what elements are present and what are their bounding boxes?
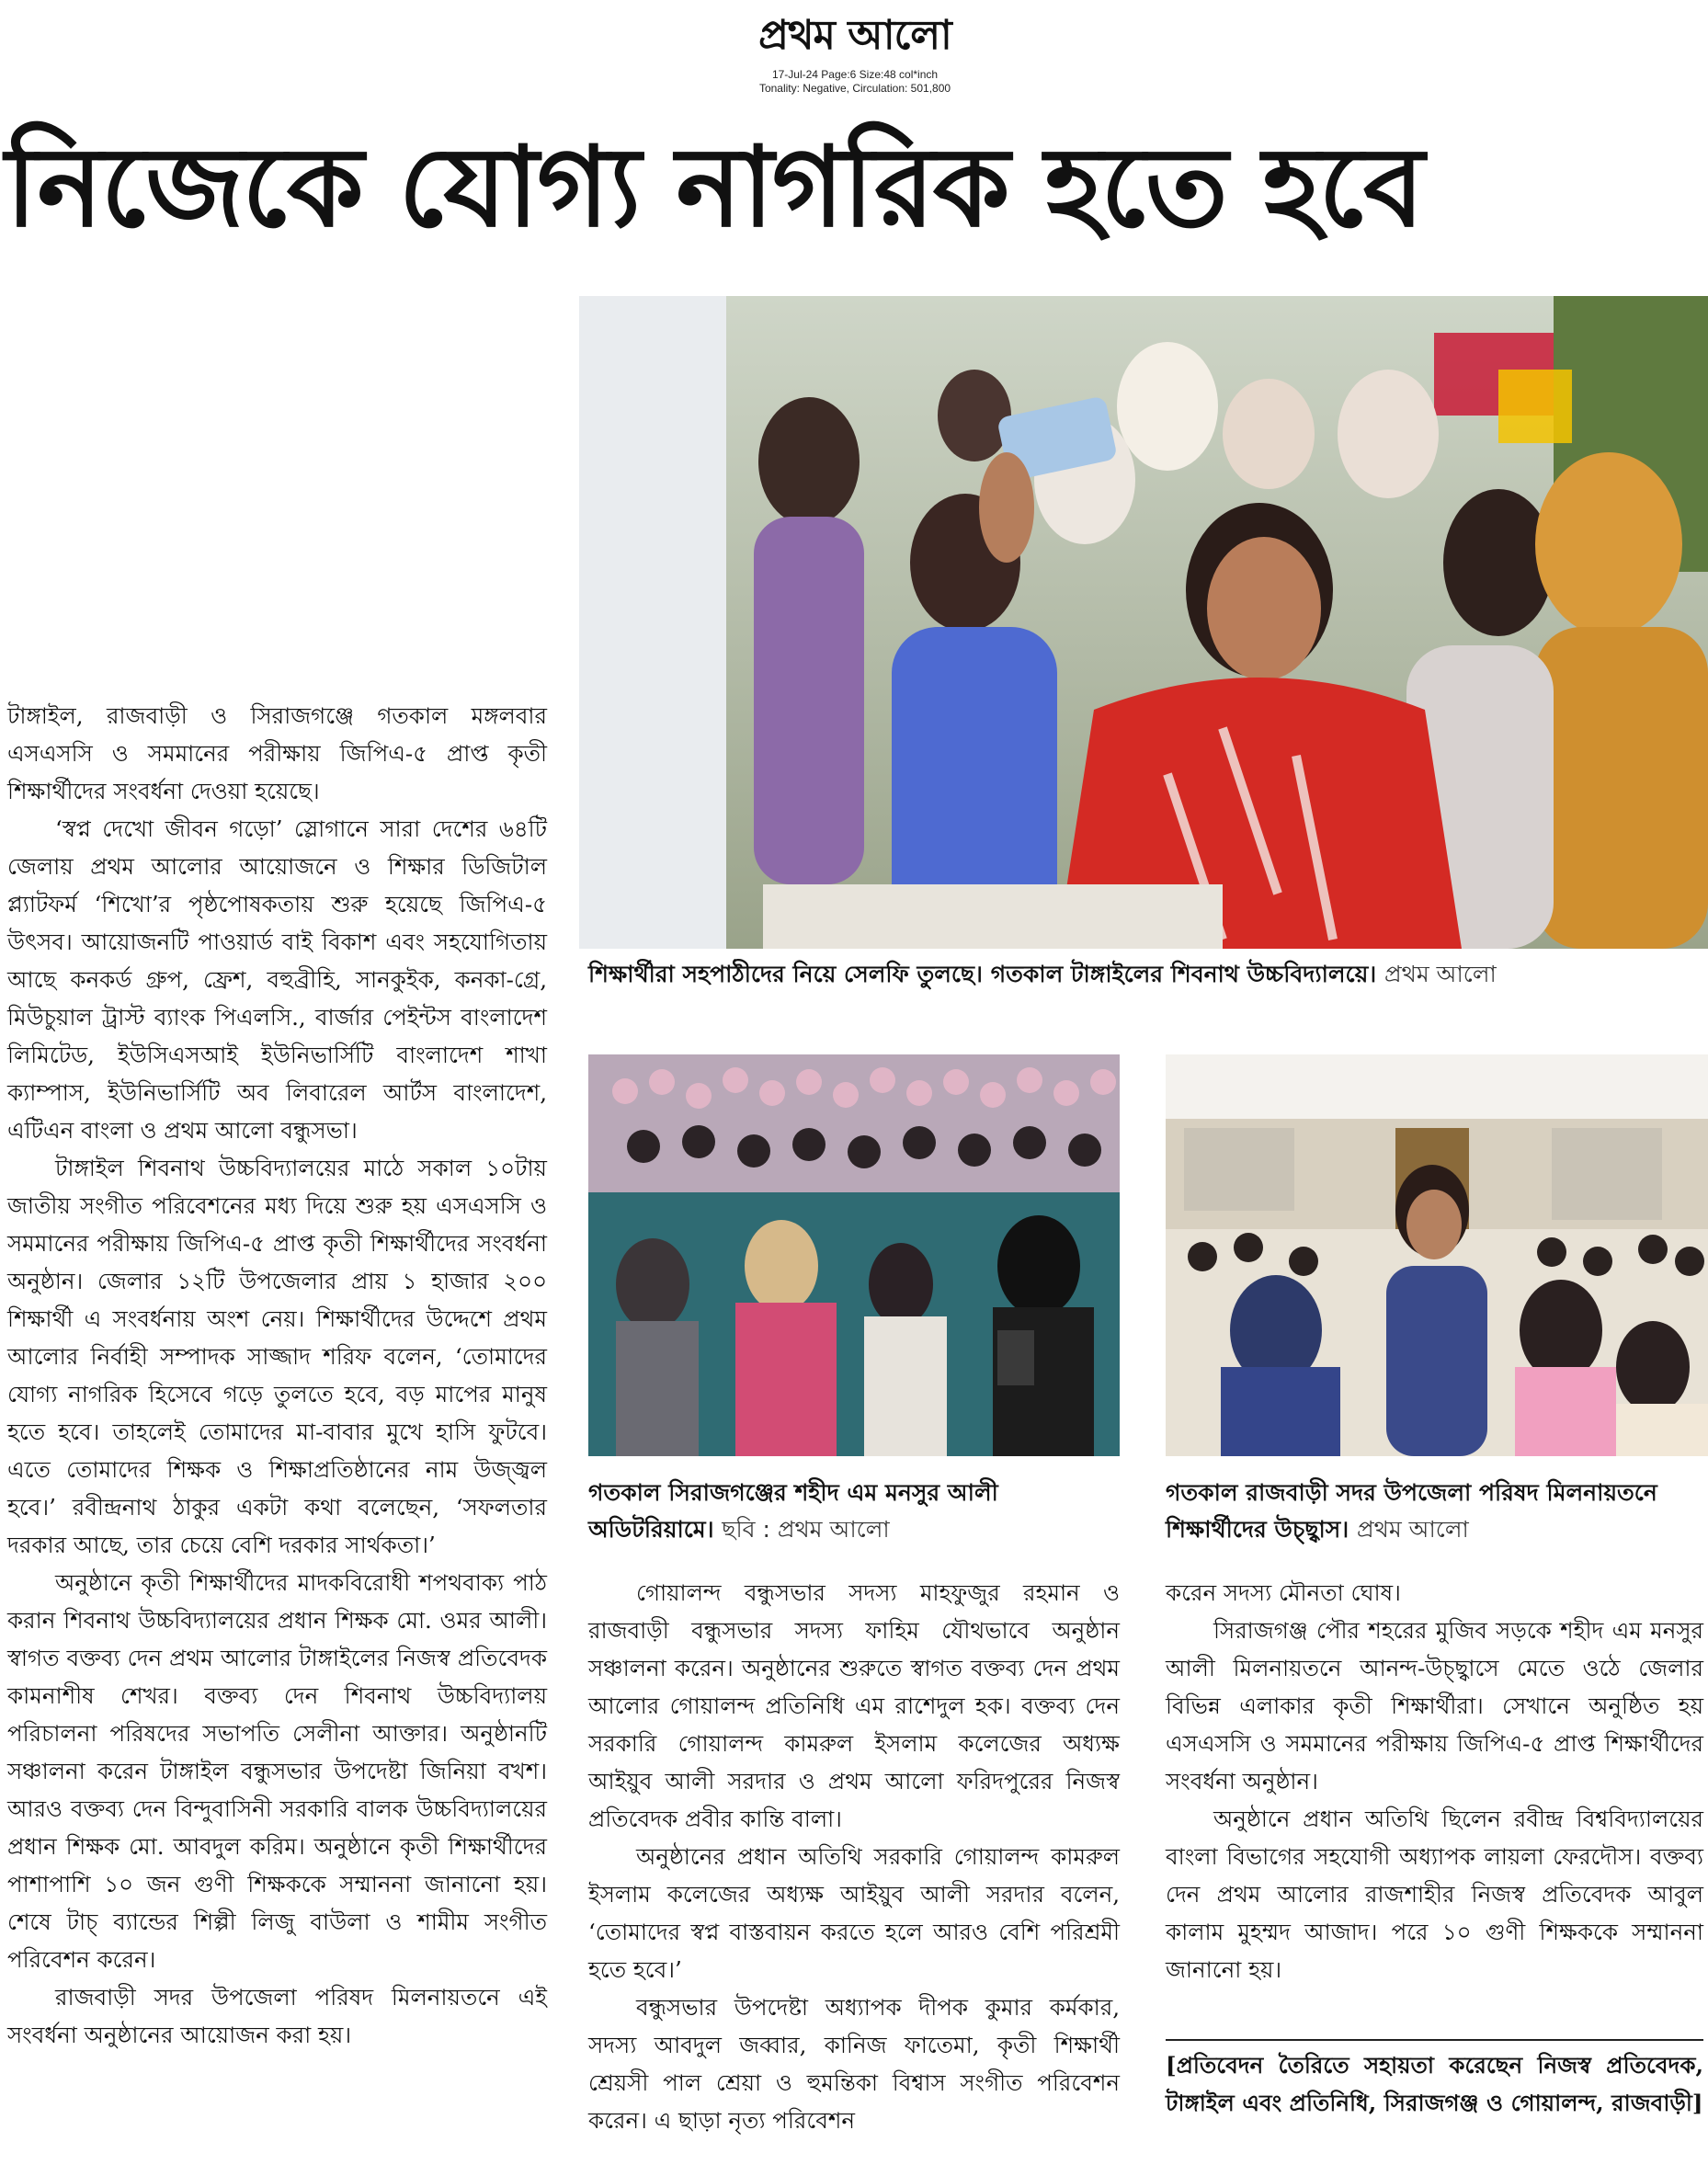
auditorium-crowd-image [588,1054,1120,1456]
col1-paragraph-2: ‘স্বপ্ন দেখো জীবন গড়ো’ স্লোগানে সারা দেশের ৬৪টি জেলায় প্রথম আলোর আয়োজনে ও শিক্ষার ডিজিটাল প্ল্যাটফর্ম ‘শিখো’র পৃষ্ঠপোষকতায় শুরু হয়েছে জিপিএ-৫ উৎসব। আয়োজনটি পাওয়ার্ড বাই বিকাশ এবং সহযোগিতায় আছে কনকর্ড গ্রুপ, ফ্রেশ, বহুব্রীহি, সানকুইক, কনকা-গ্রে, মিউচুয়াল ট্রাস্ট ব্যাংক পিএলসি., বার্জার পেইন্টস বাংলাদেশ লিমিটেড, ইউসিএসআই ইউনিভার্সিটি বাংলাদেশ শাখা ক্যাম্পাস, ইউনিভার্সিটি অব লিবারেল আর্টস বাংলাদেশ, এটিএন বাংলা ও প্রথম আলো বন্ধুসভা। [7,815,547,1144]
col1-paragraph-5: রাজবাড়ী সদর উপজেলা পরিষদ মিলনায়তনে এই সংবর্ধনা অনুষ্ঠানের আয়োজন করা হয়। [7,1984,547,2048]
newspaper-logo [726,11,984,64]
clip-info-line-2: Tonality: Negative, Circulation: 501,800 [758,82,951,95]
main-caption-credit: প্রথম আলো [1383,961,1497,987]
article-column-1 [7,697,547,2054]
reporting-credit-box [1166,2046,1703,2122]
sirajganj-auditorium-photo [588,1054,1120,1456]
sirajganj-caption-credit: ছবি : প্রথম আলো [722,1516,890,1543]
col1-paragraph-4: অনুষ্ঠানে কৃতী শিক্ষার্থীদের মাদকবিরোধী শপথবাক্য পাঠ করান শিবনাথ উচ্চবিদ্যালয়ের প্রধান শিক্ষক মো. ওমর আলী। স্বাগত বক্তব্য দেন প্রথম আলোর টাঙ্গাইলের নিজস্ব প্রতিবেদক কামনাশীষ শেখর। বক্তব্য দেন শিবনাথ উচ্চবিদ্যালয় পরিচালনা পরিষদের সভাপতি সেলীনা আক্তার। অনুষ্ঠানটি সঞ্চালনা করেন টাঙ্গাইল বন্ধুসভার উপদেষ্টা জিনিয়া বখশ। আরও বক্তব্য দেন বিন্দুবাসিনী সরকারি বালক উচ্চবিদ্যালয়ের প্রধান শিক্ষক মো. আবদুল করিম। অনুষ্ঠানে কৃতী শিক্ষার্থীদের পাশাপাশি ১০ জন গুণী শিক্ষককে সম্মাননা জানানো হয়। শেষে টাচ্ ব্যান্ডের শিল্পী লিজু বাউলা ও শামীম সংগীত পরিবেশন করেন। [7,1569,547,1973]
rajbari-photo-caption [1166,1475,1703,1548]
col2-paragraph-2: অনুষ্ঠানের প্রধান অতিথি সরকারি গোয়ালন্দ কামরুল ইসলাম কলেজের অধ্যক্ষ আইয়ুব আলী সরদার বলেন, ‘তোমাদের স্বপ্ন বাস্তবায়ন করতে হলে আরও বেশি পরিশ্রমী হতে হবে।’ [588,1843,1120,1983]
rajbari-caption-credit: প্রথম আলো [1356,1516,1469,1543]
main-photo-selfie [579,296,1708,949]
col3-paragraph-3: অনুষ্ঠানে প্রধান অতিথি ছিলেন রবীন্দ্র বিশ্ববিদ্যালয়ের বাংলা বিভাগের সহযোগী অধ্যাপক লায়লা ফেরদৌস। বক্তব্য দেন প্রথম আলোর রাজশাহীর নিজস্ব প্রতিবেদক আবুল কালাম মুহম্মদ আজাদ। পরে ১০ গুণী শিক্ষককে সম্মাননা জানানো হয়। [1166,1806,1703,1983]
logo-text: প্রথম আলো [758,11,951,59]
sirajganj-caption-text: গতকাল সিরাজগঞ্জের শহীদ এম মনসুর আলী অডিটরিয়ামে। [588,1479,998,1543]
rajbari-caption-text: গতকাল রাজবাড়ী সদর উপজেলা পরিষদ মিলনায়তনে শিক্ষার্থীদের উচ্ছ্বাস। [1166,1479,1657,1543]
credit-divider [1166,2039,1703,2041]
main-caption-text: শিক্ষার্থীরা সহপাঠীদের নিয়ে সেলফি তুলছে। গতকাল টাঙ্গাইলের শিবনাথ উচ্চবিদ্যালয়ে। [588,961,1377,987]
selfie-photo-image [579,296,1708,949]
article-column-2 [588,1574,1120,2139]
col2-paragraph-3: বন্ধুসভার উপদেষ্টা অধ্যাপক দীপক কুমার কর্মকার, সদস্য আবদুল জব্বার, কানিজ ফাতেমা, কৃতী শিক্ষার্থী শ্রেয়সী পাল শ্রেয়া ও হুমন্তিকা বিশ্বাস সংগীত পরিবেশন করেন। এ ছাড়া নৃত্য পরিবেশন [588,1994,1120,2134]
main-photo-caption [588,956,1708,993]
credit-box-text: [প্রতিবেদন তৈরিতে সহায়তা করেছেন নিজস্ব প্রতিবেদক, টাঙ্গাইল এবং প্রতিনিধি, সিরাজগঞ্জ ও গোয়ালন্দ, রাজবাড়ী] [1166,2052,1703,2116]
sirajganj-photo-caption [588,1475,1122,1548]
col3-paragraph-2: সিরাজগঞ্জ পৌর শহরের মুজিব সড়কে শহীদ এম মনসুর আলী মিলনায়তনে আনন্দ-উচ্ছ্বাসে মেতে ওঠে জেলার বিভিন্ন এলাকার কৃতী শিক্ষার্থীরা। সেখানে অনুষ্ঠিত হয় এসএসসি ও সমমানের পরীক্ষায় জিপিএ-৫ প্রাপ্ত শিক্ষার্থীদের সংবর্ধনা অনুষ্ঠান। [1166,1617,1703,1794]
col1-paragraph-1: টাঙ্গাইল, রাজবাড়ী ও সিরাজগঞ্জে গতকাল মঙ্গলবার এসএসসি ও সমমানের পরীক্ষায় জিপিএ-৫ প্রাপ্ত কৃতী শিক্ষার্থীদের সংবর্ধনা দেওয়া হয়েছে। [7,702,547,804]
hall-students-image [1166,1054,1708,1456]
col1-paragraph-3: টাঙ্গাইল শিবনাথ উচ্চবিদ্যালয়ের মাঠে সকাল ১০টায় জাতীয় সংগীত পরিবেশনের মধ্য দিয়ে শুরু হয় এসএসসি ও সমমানের পরীক্ষায় জিপিএ-৫ প্রাপ্ত কৃতী শিক্ষার্থীদের সংবর্ধনা অনুষ্ঠান। জেলার ১২টি উপজেলার প্রায় ১ হাজার ২০০ শিক্ষার্থী এ সংবর্ধনায় অংশ নেয়। শিক্ষার্থীদের উদ্দেশে প্রথম আলোর নির্বাহী সম্পাদক সাজ্জাদ শরিফ বলেন, ‘তোমাদের যোগ্য নাগরিক হিসেবে গড়ে তুলতে হবে, বড় মাপের মানুষ হতে হবে। তাহলেই তোমাদের মা-বাবার মুখে হাসি ফুটবে। এতে তোমাদের শিক্ষক ও শিক্ষাপ্রতিষ্ঠানের নাম উজ্জ্বল হবে।’ রবীন্দ্রনাথ ঠাকুর একটা কথা বলেছেন, ‘সফলতার দরকার আছে, তার চেয়ে বেশি দরকার সার্থকতা।’ [7,1155,547,1558]
col2-paragraph-1: গোয়ালন্দ বন্ধুসভার সদস্য মাহফুজুর রহমান ও রাজবাড়ী বন্ধুসভার সদস্য ফাহিম যৌথভাবে অনুষ্ঠান সঞ্চালনা করেন। অনুষ্ঠানের শুরুতে স্বাগত বক্তব্য দেন প্রথম আলোর গোয়ালন্দ প্রতিনিধি এম রাশেদুল হক। বক্তব্য দেন সরকারি গোয়ালন্দ কামরুল ইসলাম কলেজের অধ্যক্ষ আইয়ুব আলী সরদার ও প্রথম আলো ফরিদপুরের নিজস্ব প্রতিবেদক প্রবীর কান্তি বালা। [588,1579,1120,1832]
col3-paragraph-1: করেন সদস্য মৌনতা ঘোষ। [1166,1579,1401,1606]
clip-info-line-1: 17-Jul-24 Page:6 Size:48 col*inch [771,68,939,81]
page-headline: নিজেকে যোগ্য নাগরিক হতে হবে [6,124,1423,252]
rajbari-hall-photo [1166,1054,1708,1456]
article-column-3 [1166,1574,1703,1988]
